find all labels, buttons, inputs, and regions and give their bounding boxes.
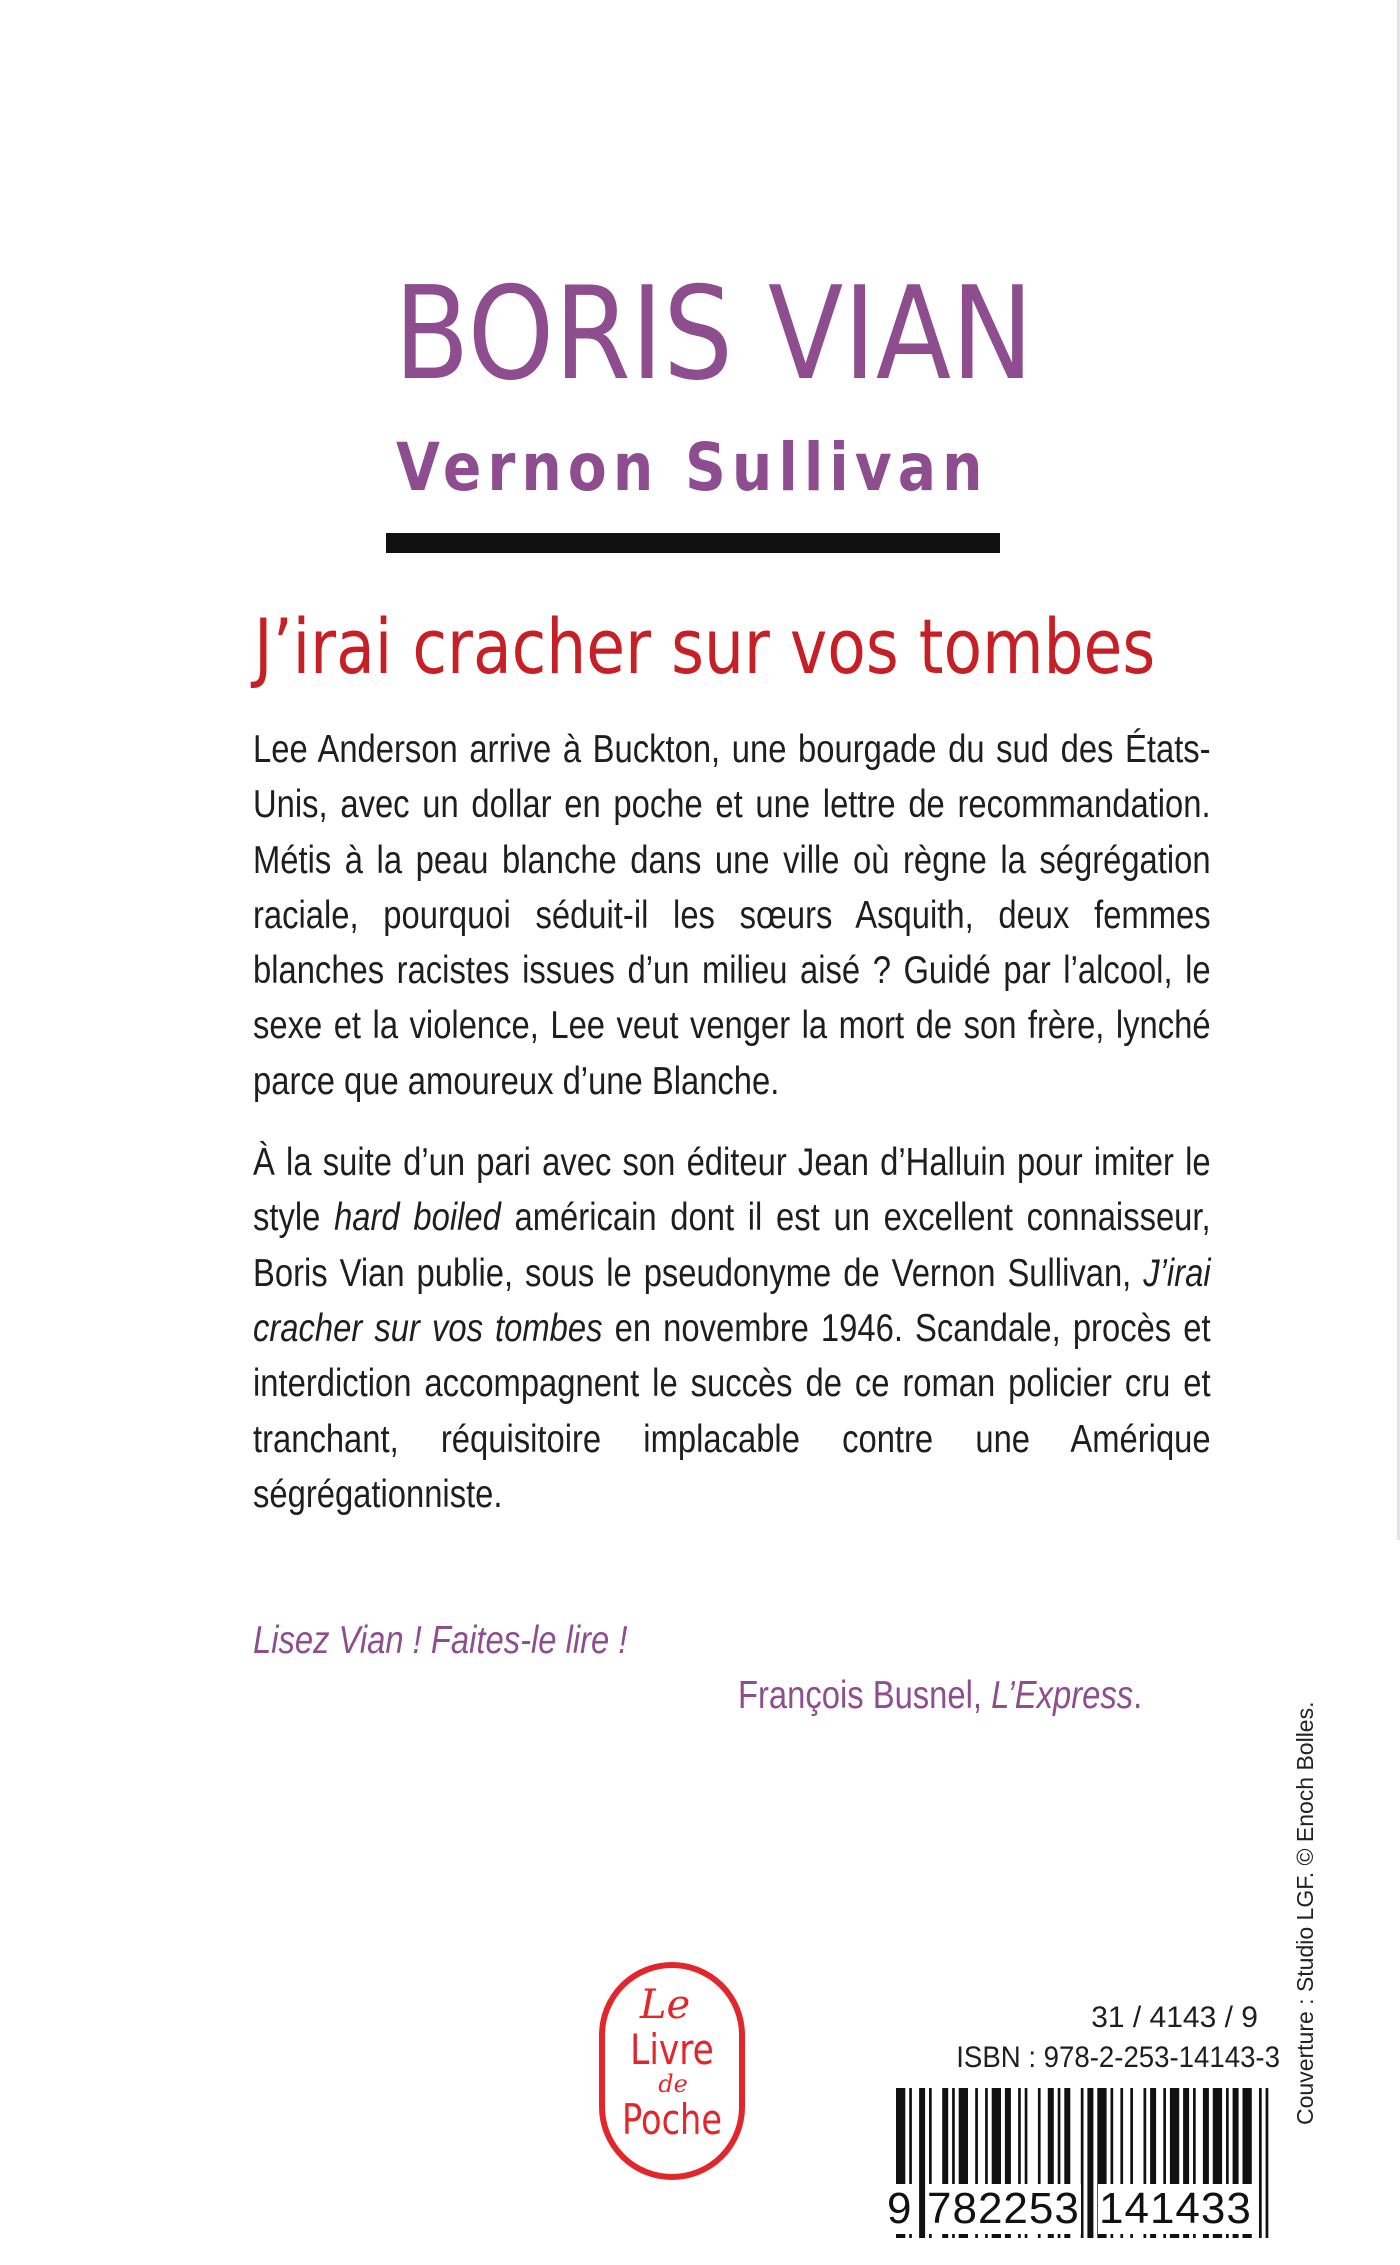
summary-text: À la suite d’un pari avec son éditeur Jean d’Halluin pour imiter le style [253,1141,1211,1240]
publication-name: L’Express [990,1674,1133,1717]
barcode-digits-right: 141433 [1099,2184,1252,2233]
logo-word-le: Le [639,1982,691,2028]
summary-paragraph-1: Lee Anderson arrive à Buckton, une bourgade du sud des États-Unis, avec un dollar en poche et une lettre de recommandation. Métis à la peau blanche dans une ville où règne la ségrégation raciale, pourquoi séduit-il les sœurs Asquith, deux femmes blanches racistes issues d’un milieu aisé ? Guidé par l’alcool, le sexe et la violence, Lee veut venger la mort de son frère, lynché parce que amoureux d’une Blanche. [253,728,1211,1103]
summary-text: en novembre 1946. Scandale, procès et interdiction accompagnent le succès de ce roman policier cru et tranchant, réquisitoire implacable contre une Amérique ségrégationniste. [253,1306,1211,1516]
review-quote: Lisez Vian ! Faites-le lire ! [253,1619,628,1662]
barcode-digits-left: 782253 [927,2184,1080,2233]
catalog-number: 31 / 4143 / 9 [1091,2001,1258,2034]
summary-title-reference: J’irai cracher sur vos tombes [253,1251,1211,1350]
title-divider [386,533,1000,553]
barcode-digit-first: 9 [887,2184,913,2233]
book-title: J’irai cracher sur vos tombes [254,602,1156,691]
logo-word-poche: Poche [621,2095,723,2144]
summary-text: américain dont il est un excellent connaisseur, Boris Vian publie, sous le pseudonyme de Vernon Sullivan, [253,1196,1211,1295]
attribution-period: . [1132,1674,1142,1717]
review-attribution [738,1668,1142,1723]
barcode-digits [886,2184,1276,2234]
logo-word-de: de [658,2070,688,2098]
isbn-number: ISBN : 978-2-253-14143-3 [956,2041,1280,2074]
critic-name: François Busnel, [737,1674,991,1717]
logo-word-livre: Livre [630,2025,714,2075]
livre-de-poche-logo-icon [597,1960,747,2182]
summary-emphasis: hard boiled [334,1196,501,1240]
summary-paragraph-2 [253,1135,1211,1522]
book-summary [253,722,1211,1548]
cover-credit: Couverture : Studio LGF. © Enoch Bolles. [1292,1701,1318,2125]
author-name: BORIS VIAN [394,260,1034,409]
author-pseudonym: Vernon Sullivan [396,429,989,506]
